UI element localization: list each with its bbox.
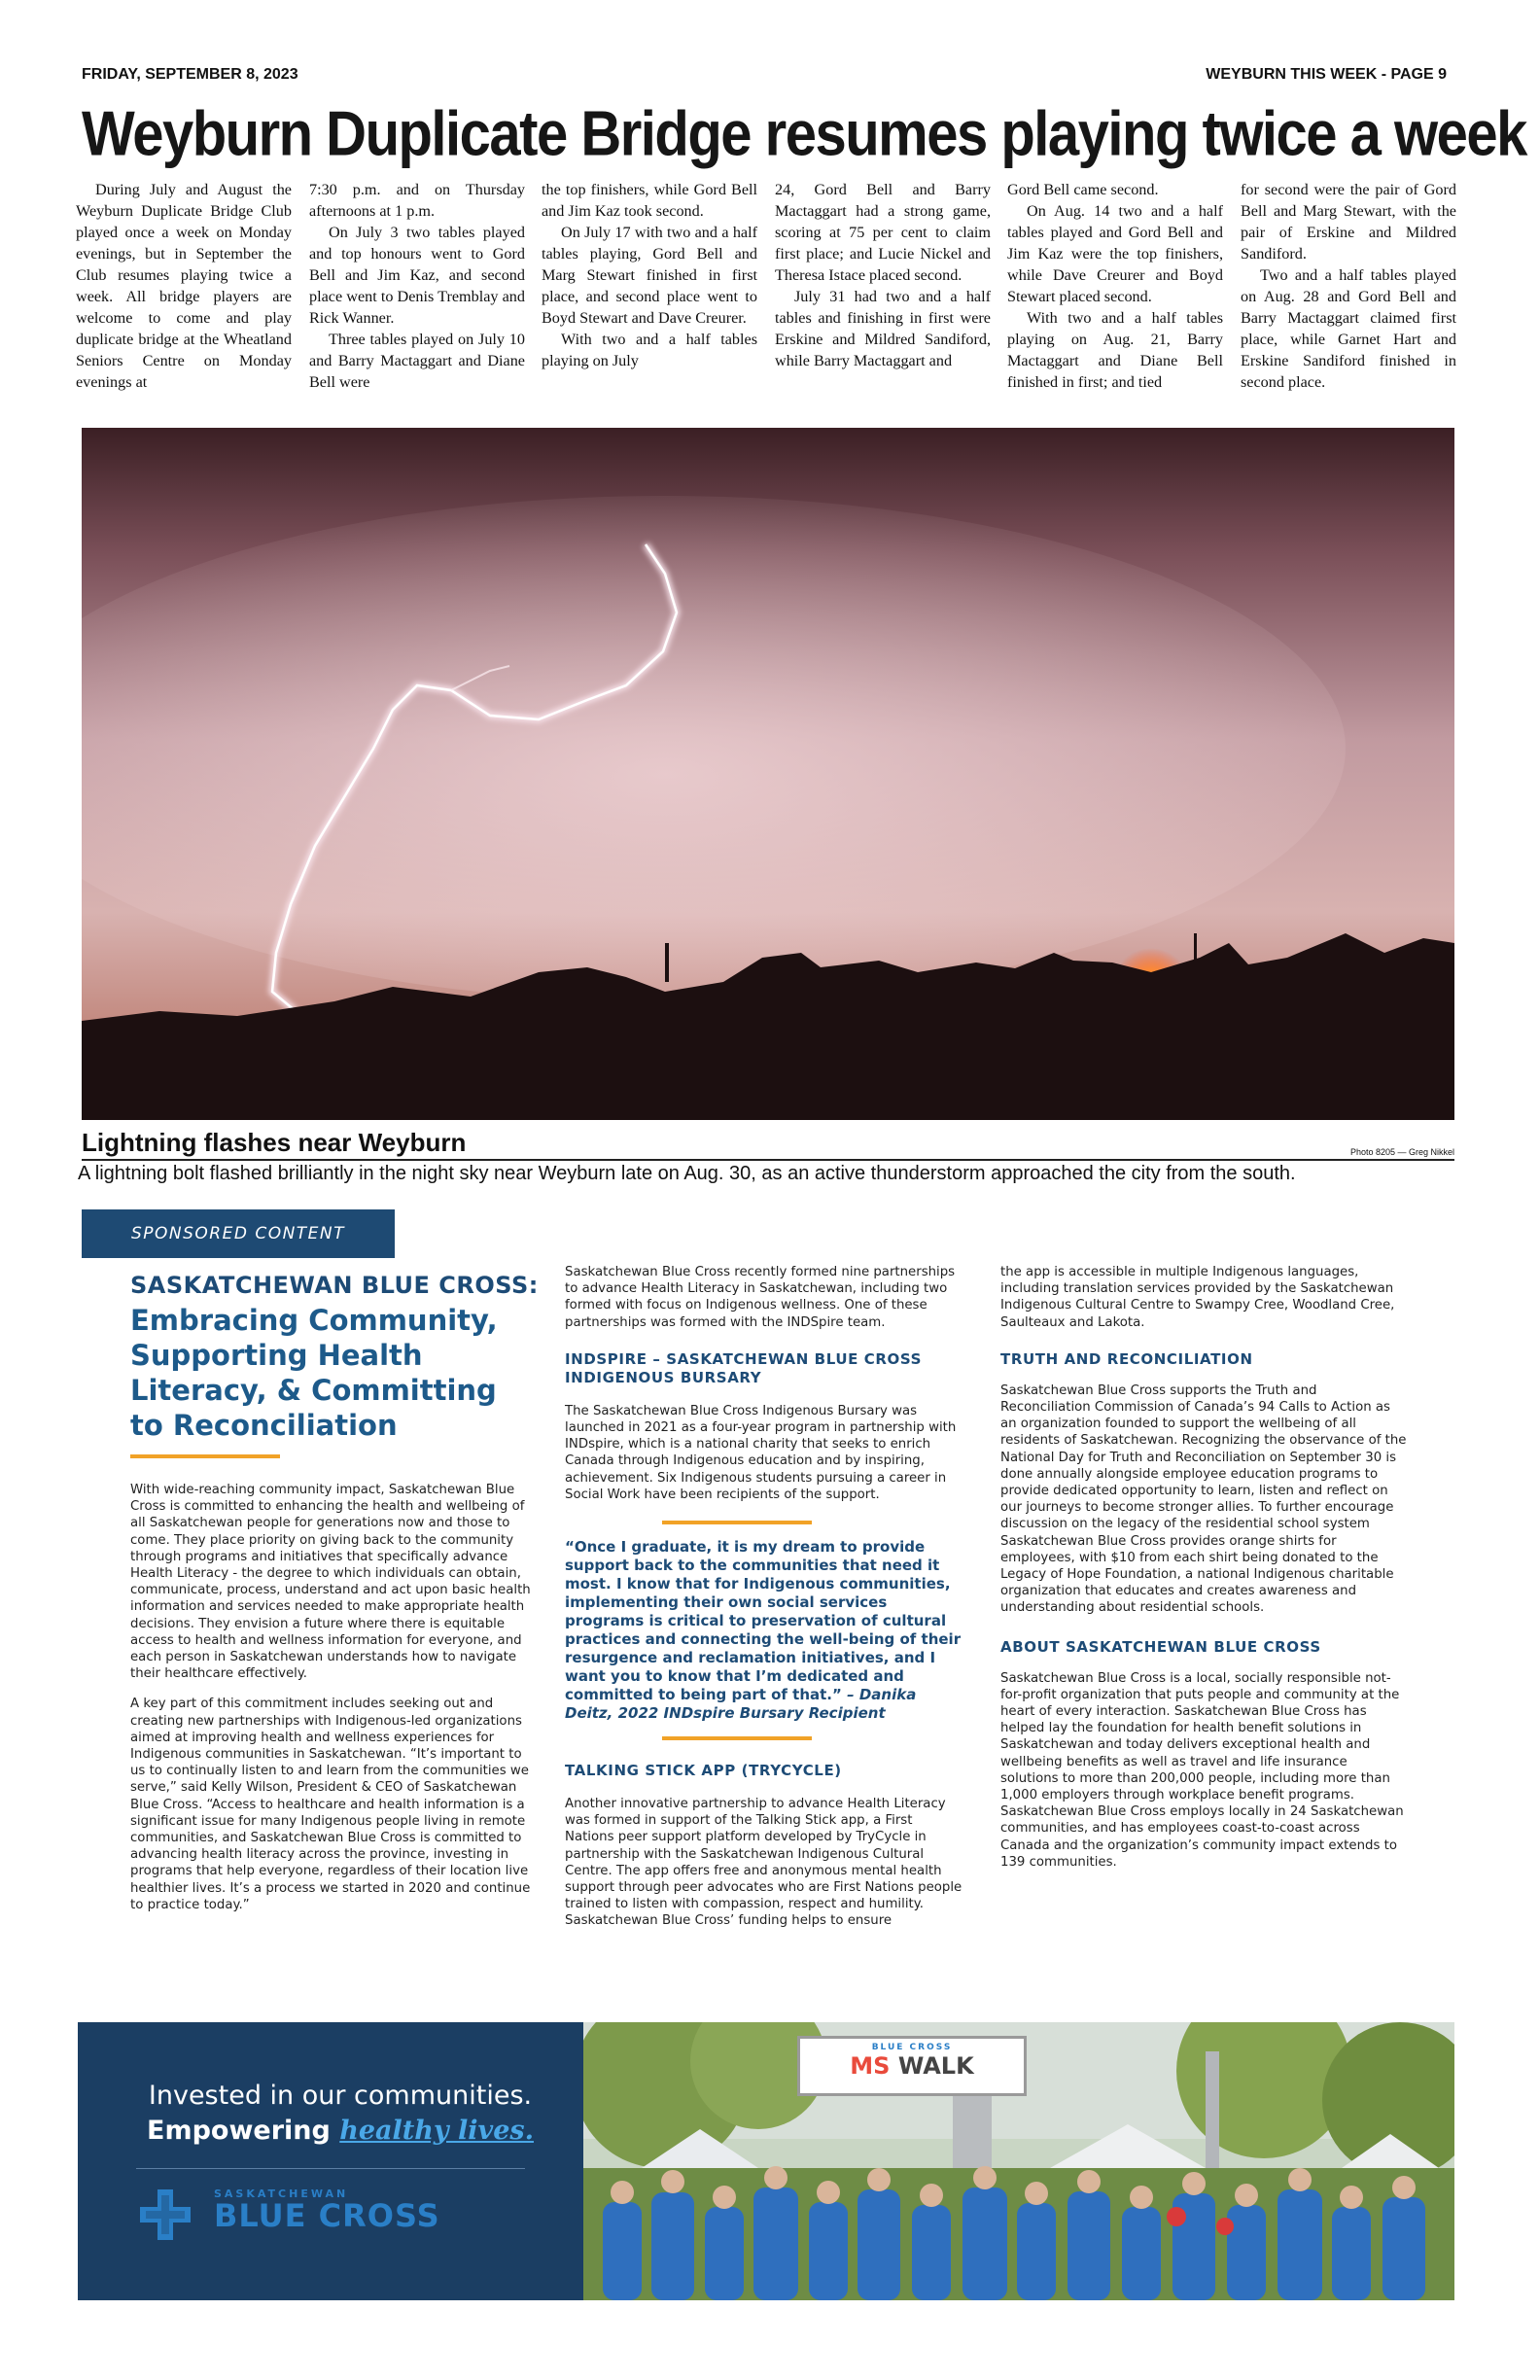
pull-quote xyxy=(565,1538,963,1723)
title-accent-rule xyxy=(130,1454,280,1458)
banner-highlight: healthy lives. xyxy=(339,2116,534,2146)
article-column-6 xyxy=(1241,179,1456,418)
banner-divider xyxy=(136,2168,525,2169)
lightning-photo xyxy=(82,428,1454,1120)
sign-walk-text: WALK xyxy=(897,2052,974,2080)
quote-accent-rule xyxy=(662,1521,812,1524)
sponsored-paragraph: A key part of this commitment includes seeking out and creating new partnerships with Indigenous-led organizations aimed at improving health and wellness experiences for Indigenous communities in Saskatchewan. “It’s important to us to continually listen to and learn from the communities we serve,” said Kelly Wilson, President & CEO of Saskatchewan Blue Cross. “Access to healthcare and health information is a significant issue for many Indigenous people living in remote communities, and Saskatchewan Blue Cross is committed to advancing health literacy across the province, investing in programs that help everyone, regardless of their location live healthier lives. It’s a process we started in 2020 and continue to practice today.” xyxy=(130,1697,531,1912)
sign-ms-text: MS xyxy=(850,2052,891,2080)
sponsored-column-2 xyxy=(565,1264,963,1930)
truth-heading: TRUTH AND RECONCILIATION xyxy=(1000,1349,1253,1368)
about-heading: ABOUT SASKATCHEWAN BLUE CROSS xyxy=(1000,1637,1321,1656)
pull-quote-text: “Once I graduate, it is my dream to provide support back to the communities that need it most. I know that for Indigenous communities, implementing their own social services programs is critical to preservation of cultural practices and connecting the well-being of their resurgence and reclamation initiatives, and I want you to know that I’m dedicated and committed to being part of that.” xyxy=(565,1538,962,1704)
sponsored-column-1 xyxy=(130,1482,539,1927)
pull-quote-attribution: – Danika Deitz, 2022 INDspire Bursary Recipient xyxy=(565,1686,917,1723)
ms-walk-photo xyxy=(583,2022,1454,2300)
article-paragraph: Two and a half tables played on Aug. 28 and Gord Bell and Barry Mactaggart claimed first place, while Garnet Hart and Erskine Sandiford finished in second place. xyxy=(1241,266,1456,391)
section-page-label: WEYBURN THIS WEEK - PAGE 9 xyxy=(1206,66,1447,83)
article-paragraph: July 31 had two and a half tables and finishing in first were Erskine and Mildred Sandiford, while Barry Mactaggart and xyxy=(775,288,991,369)
article-paragraph: With two and a half tables playing on Aug. 21, Barry Mactaggart and Diane Bell finished in first; and tied xyxy=(1007,309,1223,391)
blue-cross-banner-ad[interactable] xyxy=(78,2022,1454,2300)
article-column-3 xyxy=(542,179,757,418)
sponsored-title: Embracing Community, Supporting Health Literacy, & Committing to Reconciliation xyxy=(130,1304,498,1442)
article-column-1 xyxy=(76,179,292,418)
article-paragraph: 7:30 p.m. and on Thursday afternoons at 1 p.m. xyxy=(309,181,525,220)
article-column-2 xyxy=(309,179,525,418)
article-paragraph: for second were the pair of Gord Bell and Marg Stewart, with the pair of Erskine and Mildred Sandiford. xyxy=(1241,181,1456,262)
article-paragraph: On July 17 with two and a half tables playing, Gord Bell and Marg Stewart finished in first place, and second place went to Boyd Stewart and Dave Creurer. xyxy=(542,224,757,327)
photo-title: Lightning flashes near Weyburn xyxy=(82,1128,467,1157)
sign-brand-text: BLUE CROSS xyxy=(871,2043,953,2052)
issue-date: FRIDAY, SEPTEMBER 8, 2023 xyxy=(82,66,298,83)
article-paragraph: With two and a half tables playing on July xyxy=(542,331,757,369)
logo-province-text: SASKATCHEWAN xyxy=(214,2188,349,2200)
quote-accent-rule-bottom xyxy=(662,1736,812,1740)
talking-stick-heading: TALKING STICK APP (TRYCYCLE) xyxy=(565,1762,842,1780)
article-paragraph: 24, Gord Bell and Barry Mactaggart had a strong game, scoring at 75 per cent to claim first place; and Lucie Nickel and Theresa Istace placed second. xyxy=(775,181,991,284)
sponsored-kicker: SASKATCHEWAN BLUE CROSS: xyxy=(130,1272,539,1299)
sponsored-content-label: SPONSORED CONTENT xyxy=(82,1209,395,1258)
banner-line-2-prefix: Empowering xyxy=(147,2116,331,2146)
article-paragraph: Three tables played on July 10 and Barry Mactaggart and Diane Bell were xyxy=(309,331,525,391)
article-paragraph: On Aug. 14 two and a half tables played and Gord Bell and Jim Kaz were the top finishers, while Dave Creurer and Boyd Stewart placed second. xyxy=(1007,202,1223,305)
article-column-4 xyxy=(775,179,991,418)
photo-credit: Photo 8205 — Greg Nikkel xyxy=(1349,1147,1454,1157)
banner-left-panel xyxy=(78,2022,583,2300)
blue-cross-logo-icon xyxy=(140,2189,191,2240)
ms-walk-sign xyxy=(797,2036,1027,2096)
caption-divider xyxy=(82,1159,1454,1161)
sponsored-paragraph: With wide-reaching community impact, Saskatchewan Blue Cross is committed to enhancing the health and wellbeing of all Saskatchewan people for generations now and those to come. They place priority on giving back to the community through programs and initiatives that specifically advance Health Literacy - the degree to which individuals can obtain, communicate, process, understand and act upon basic health information and services needed to make appropriate health decisions. They envision a future where there is equitable access to health and wellness information for everyone, and each person in Saskatchewan understands how to navigate their healthcare effectively. xyxy=(130,1483,531,1682)
article-column-5 xyxy=(1007,179,1223,418)
photo-caption: A lightning bolt flashed brilliantly in the night sky near Weyburn late on Aug. 30, as an active thunderstorm approached the city from the south. xyxy=(78,1163,1296,1184)
sponsored-paragraph: Saskatchewan Blue Cross recently formed nine partnerships to advance Health Literacy in Saskatchewan, including two formed with focus on Indigenous wellness. One of these partnerships was formed with the INDSpire team. xyxy=(565,1265,956,1330)
article-paragraph: Gord Bell came second. xyxy=(1007,181,1159,198)
article-paragraph: On July 3 two tables played and top honours went to Gord Bell and Jim Kaz, and second place went to Denis Tremblay and Rick Wanner. xyxy=(309,224,525,327)
lightning-image xyxy=(82,428,1454,1120)
bursary-heading: INDSPIRE – SASKATCHEWAN BLUE CROSS INDIGENOUS BURSARY xyxy=(565,1349,923,1386)
banner-line-2 xyxy=(78,2116,603,2146)
sign-event-text xyxy=(800,2052,1024,2080)
logo-brand-text: BLUE CROSS xyxy=(214,2197,440,2234)
about-text: Saskatchewan Blue Cross is a local, socially responsible not-for-profit organization that puts people and community at the heart of every interaction. Saskatchewan Blue Cross has helped lay the foundation for health benefit solutions in Saskatchewan and today delivers exceptional health and wellbeing benefits as well as travel and life insurance solutions to more than 200,000 people, including more than 1,000 employers through workplace benefit programs. Saskatchewan Blue Cross employs locally in 24 Saskatchewan communities, and has employees coast-to-coast across Canada and the organization’s community impact extends to 139 communities. xyxy=(1000,1670,1404,1870)
truth-text: Saskatchewan Blue Cross supports the Truth and Reconciliation Commission of Canada’s 94 Calls to Action as an organization founded to support the wellbeing of all residents of Saskatchewan. Recognizing the observance of the National Day for Truth and Reconciliation on September 30 is done annually alongside employee education programs to provide dedicated opportunity to learn, listen and reflect on our journeys to become stronger allies. To further encourage discussion on the legacy of the residential school system Saskatchewan Blue Cross provides orange shirts for employees, with $10 from each shirt being donated to the Legacy of Hope Foundation, a national Indigenous charitable organization that educates and creates awareness and understanding about residential schools. xyxy=(1000,1382,1407,1616)
banner-line-1: Invested in our communities. xyxy=(148,2081,533,2111)
sponsored-paragraph: the app is accessible in multiple Indigenous languages, including translation services provided by the Saskatchewan Indigenous Cultural Centre to Swampy Cree, Woodland Cree, Saulteaux and Lakota. xyxy=(1000,1265,1395,1330)
bursary-text: The Saskatchewan Blue Cross Indigenous Bursary was launched in 2021 as a four-year program in partnership with INDspire, which is a national charity that seeks to enrich Canada through Indigenous education and by inspiring, achievement. Six Indigenous students pursuing a career in Social Work have been recipients of the support. xyxy=(565,1403,957,1502)
talking-stick-text: Another innovative partnership to advance Health Literacy was formed in support of the Talking Stick app, a First Nations peer support platform developed by TryCycle in partnership with the Saskatchewan Indigenous Cultural Centre. The app offers free and anonymous mental health support through peer advocates who are First Nations people trained to listen with compassion, respect and humility. Saskatchewan Blue Cross’ funding helps to ensure xyxy=(565,1797,962,1929)
article-paragraph: the top finishers, while Gord Bell and Jim Kaz took second. xyxy=(542,181,757,220)
sponsored-column-3 xyxy=(1000,1264,1409,1871)
article-paragraph: During July and August the Weyburn Duplicate Bridge Club played once a week on Monday evenings, but in September the Club resumes playing twice a week. All bridge players are welcome to come and play duplicate bridge at the Wheatland Seniors Centre on Monday evenings at xyxy=(76,181,292,391)
article-headline: Weyburn Duplicate Bridge resumes playing twice a week xyxy=(82,98,1526,169)
